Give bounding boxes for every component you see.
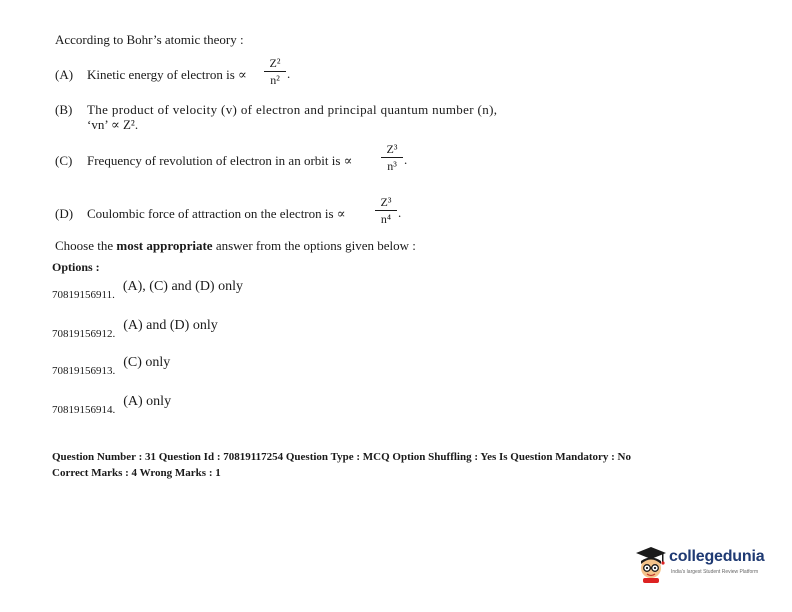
option-id: 70819156912.: [52, 328, 116, 340]
option-row[interactable]: [52, 277, 243, 301]
option-id: 70819156913.: [52, 365, 116, 377]
fraction-numerator: Z³: [380, 195, 392, 209]
instruction: [55, 238, 416, 254]
statement-c-fraction: [381, 142, 403, 173]
statement-a-text: Kinetic energy of electron is ∝: [87, 67, 247, 82]
option-text: (A) only: [123, 394, 172, 409]
statement-d-text: Coulombic force of attraction on the electron is ∝: [87, 206, 346, 221]
statement-b-text: The product of velocity (v) of electron and principal quantum number (n),: [87, 102, 498, 117]
statement-b-label: (B): [55, 102, 73, 117]
fraction-bar: [375, 210, 397, 211]
statement-d-label: (D): [55, 206, 74, 221]
option-id: 70819156914.: [52, 404, 116, 416]
instruction-pre: Choose the: [55, 238, 117, 253]
collegedunia-logo: [633, 542, 769, 586]
option-text: (A), (C) and (D) only: [122, 279, 243, 294]
option-row[interactable]: [52, 392, 172, 416]
statement-c-tail: .: [404, 152, 408, 167]
fraction-numerator: Z³: [386, 142, 398, 156]
option-id: 70819156911.: [52, 289, 115, 301]
statement-c-text: Frequency of revolution of electron in an orbit is ∝: [87, 153, 353, 168]
instruction-post: answer from the options given below :: [212, 238, 416, 253]
statement-a-fraction: [264, 56, 286, 87]
statement-a-tail: .: [287, 66, 291, 81]
question-meta-line2: Correct Marks : 4 Wrong Marks : 1: [52, 467, 221, 479]
statement-d-fraction: [375, 195, 397, 226]
option-row[interactable]: [52, 316, 218, 340]
statement-b-text-line2: ‘vn’ ∝ Z².: [87, 117, 139, 132]
statement-c-label: (C): [55, 153, 73, 168]
option-text: (A) and (D) only: [123, 318, 218, 333]
statement-a-label: (A): [55, 67, 74, 82]
option-text: (C) only: [123, 355, 171, 370]
question-stem: According to Bohr’s atomic theory :: [55, 32, 244, 47]
graduate-mascot-icon: [633, 544, 669, 584]
fraction-numerator: Z²: [269, 56, 281, 70]
fraction-bar: [381, 157, 403, 158]
fraction-bar: [264, 71, 286, 72]
options-heading: Options :: [52, 260, 100, 274]
logo-tagline: India's largest Student Review Platform: [671, 569, 759, 575]
fraction-denominator: n²: [270, 73, 280, 87]
fraction-denominator: n⁴: [380, 212, 392, 226]
question-meta-line1: Question Number : 31 Question Id : 70819117254 Question Type : MCQ Option Shuffling : Yes Is Question Mandatory : No: [52, 451, 631, 463]
statement-d-tail: .: [398, 205, 402, 220]
option-row[interactable]: [52, 353, 171, 377]
logo-wordmark: collegedunia: [669, 548, 765, 565]
instruction-emphasis: most appropriate: [116, 238, 213, 253]
fraction-denominator: n³: [387, 159, 397, 173]
